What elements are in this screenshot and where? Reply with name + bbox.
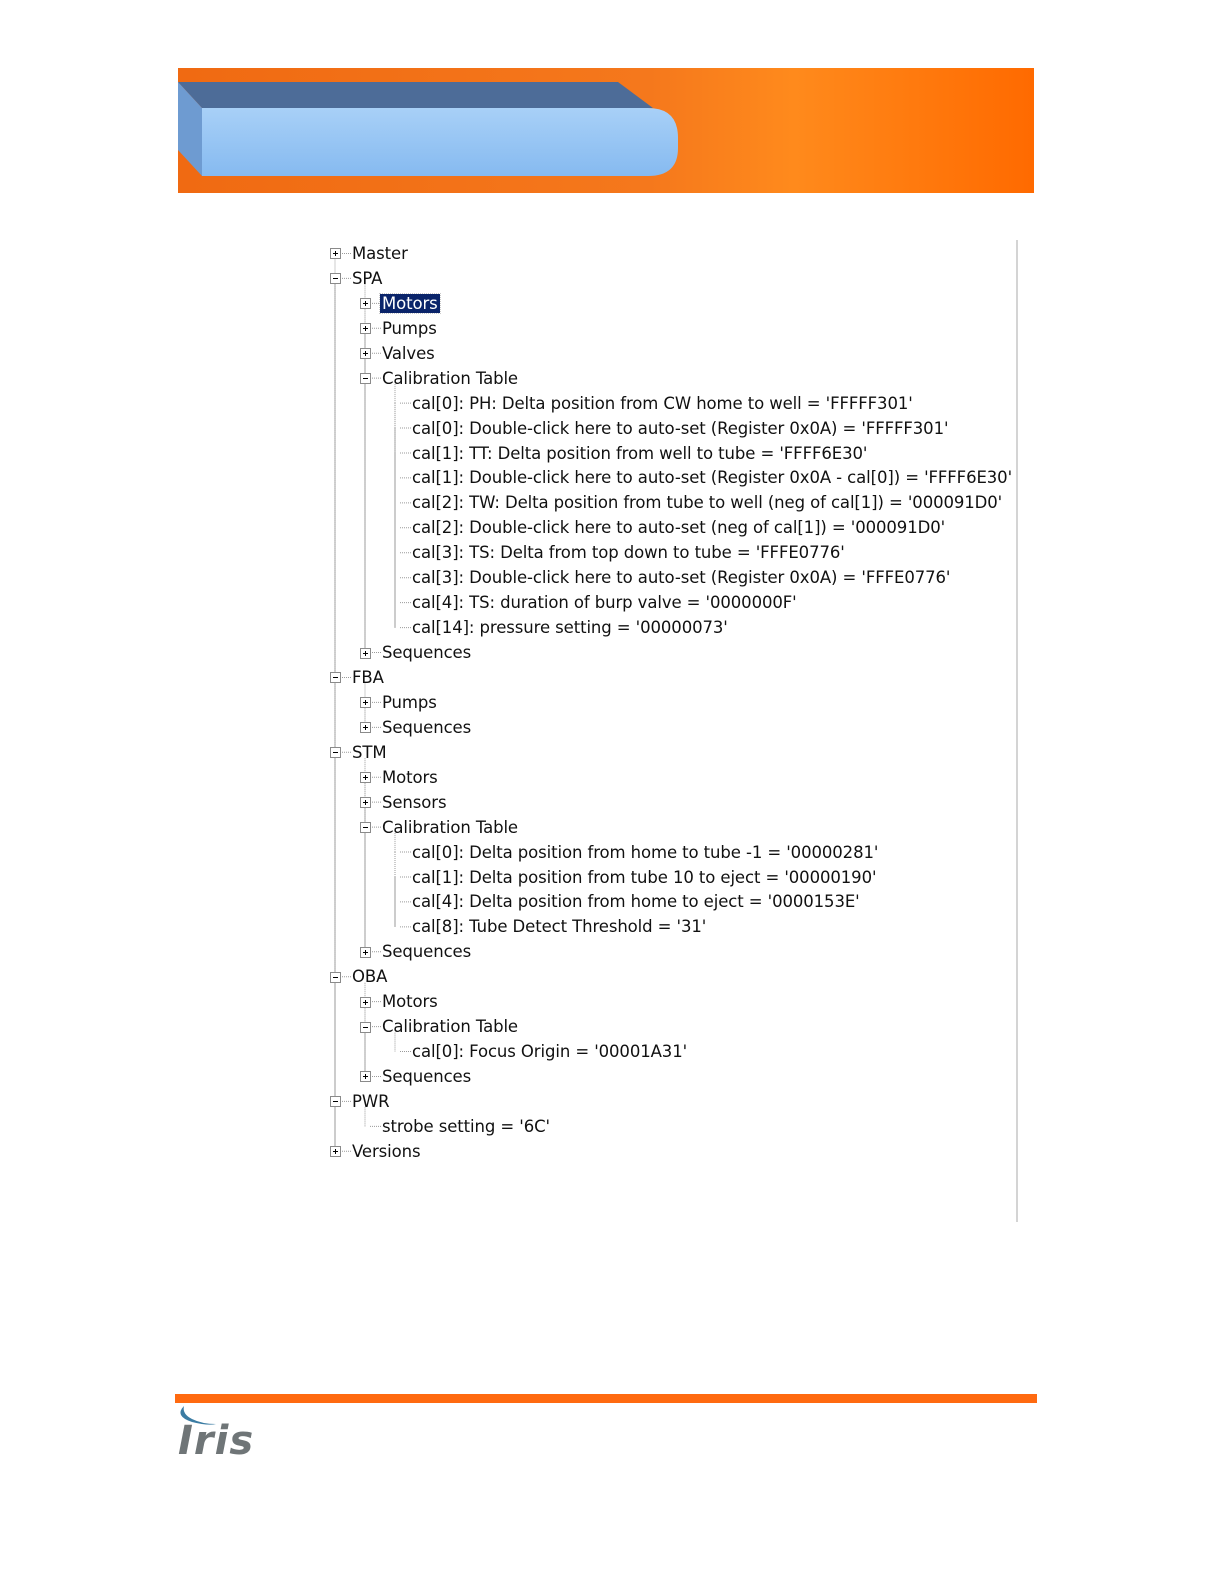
collapse-icon[interactable]	[360, 1022, 371, 1033]
tree-node[interactable]	[350, 740, 389, 765]
tree-node[interactable]	[380, 316, 439, 341]
expand-icon[interactable]	[330, 1146, 341, 1157]
tree-node-label[interactable]: cal[4]: Delta position from home to eject = '0000153E'	[412, 892, 860, 912]
tree-node[interactable]	[350, 1139, 422, 1164]
tree-node-label[interactable]: Valves	[382, 343, 435, 363]
tree-node-label[interactable]: OBA	[352, 967, 388, 987]
tree-node-label[interactable]: Calibration Table	[382, 1017, 518, 1037]
tree-node-label[interactable]: strobe setting = '6C'	[382, 1116, 550, 1136]
tree-node[interactable]	[350, 266, 384, 291]
tree-node[interactable]	[410, 914, 708, 939]
tree-node-label[interactable]: cal[0]: Delta position from home to tube -1 = '00000281'	[412, 842, 879, 862]
collapse-icon[interactable]	[330, 273, 341, 284]
tree-node[interactable]	[410, 565, 952, 590]
tree-node-label[interactable]: cal[1]: TT: Delta position from well to tube = 'FFFF6E30'	[412, 443, 868, 463]
tree-node-label[interactable]: cal[3]: TS: Delta from top down to tube = 'FFFE0776'	[412, 543, 845, 563]
tree-node[interactable]	[380, 341, 437, 366]
tree-node-label[interactable]: Pumps	[382, 692, 437, 712]
tree-node[interactable]	[380, 1014, 520, 1039]
tree-node[interactable]	[380, 1064, 473, 1089]
tree-node[interactable]	[380, 366, 520, 391]
tree-node-label[interactable]: cal[1]: Delta position from tube 10 to eject = '00000190'	[412, 867, 877, 887]
tree-node-label[interactable]: FBA	[352, 667, 384, 687]
tree-node-label[interactable]: cal[2]: Double-click here to auto-set (neg of cal[1]) = '000091D0'	[412, 518, 946, 538]
tree-node[interactable]	[380, 640, 473, 665]
tree-node[interactable]	[410, 465, 1014, 490]
tree-node[interactable]	[380, 1114, 552, 1139]
iris-logo	[172, 1402, 262, 1472]
collapse-icon[interactable]	[360, 822, 371, 833]
tree-node[interactable]	[410, 840, 880, 865]
tree-node-label[interactable]: SPA	[352, 268, 383, 288]
expand-icon[interactable]	[360, 947, 371, 958]
collapse-icon[interactable]	[330, 672, 341, 683]
expand-icon[interactable]	[360, 298, 371, 309]
expand-icon[interactable]	[360, 722, 371, 733]
tab-face	[202, 108, 678, 176]
tree-node[interactable]	[410, 590, 799, 615]
header-banner	[178, 68, 1034, 193]
tree-node-label[interactable]: Sequences	[382, 717, 472, 737]
tree-node-label[interactable]: Sequences	[382, 643, 472, 663]
tree-node[interactable]	[410, 540, 847, 565]
tree-node-label[interactable]: cal[0]: Double-click here to auto-set (Register 0x0A) = 'FFFFF301'	[412, 418, 949, 438]
tree-node-label[interactable]: Motors	[382, 293, 438, 313]
tree-node[interactable]	[380, 790, 448, 815]
tree-node[interactable]	[350, 665, 386, 690]
tree-node-label[interactable]: cal[3]: Double-click here to auto-set (Register 0x0A) = 'FFFE0776'	[412, 568, 951, 588]
tree-node-label[interactable]: cal[0]: Focus Origin = '00001A31'	[412, 1042, 688, 1062]
tree-node[interactable]	[410, 615, 730, 640]
tree-node[interactable]	[380, 690, 439, 715]
expand-icon[interactable]	[360, 348, 371, 359]
tree-node[interactable]	[410, 889, 862, 914]
tree-view	[326, 240, 1018, 1222]
expand-icon[interactable]	[360, 1071, 371, 1082]
collapse-icon[interactable]	[360, 373, 371, 384]
expand-icon[interactable]	[330, 248, 341, 259]
expand-icon[interactable]	[360, 772, 371, 783]
tree-node-label[interactable]: Sequences	[382, 942, 472, 962]
tree-node[interactable]	[380, 715, 473, 740]
collapse-icon[interactable]	[330, 1096, 341, 1107]
tree-node-label[interactable]: STM	[352, 742, 387, 762]
tree-node-label[interactable]: cal[2]: TW: Delta position from tube to well (neg of cal[1]) = '000091D0'	[412, 493, 1003, 513]
tree-node[interactable]	[350, 1089, 391, 1114]
tree-node[interactable]	[410, 441, 869, 466]
tree-node-label[interactable]: Sensors	[382, 792, 447, 812]
tree-node-label[interactable]: cal[8]: Tube Detect Threshold = '31'	[412, 917, 707, 937]
expand-icon[interactable]	[360, 697, 371, 708]
tab-top-bevel	[178, 82, 653, 108]
logo-text: Iris	[178, 1418, 255, 1464]
tree-node[interactable]	[410, 416, 950, 441]
expand-icon[interactable]	[360, 323, 371, 334]
tree-node-label[interactable]: cal[1]: Double-click here to auto-set (Register 0x0A - cal[0]) = 'FFFF6E30'	[412, 468, 1013, 488]
tree-node-label[interactable]: Pumps	[382, 318, 437, 338]
tree-node[interactable]	[410, 391, 915, 416]
tree-node-label[interactable]: cal[0]: PH: Delta position from CW home to well = 'FFFFF301'	[412, 393, 913, 413]
tree-node-label[interactable]: cal[14]: pressure setting = '00000073'	[412, 618, 728, 638]
header-tab-graphic	[178, 68, 1034, 193]
tree-node-label[interactable]: Motors	[382, 992, 438, 1012]
tree-node-label[interactable]: Master	[352, 244, 408, 263]
tree-node-label[interactable]: cal[4]: TS: duration of burp valve = '0000000F'	[412, 593, 797, 613]
tree-node[interactable]	[380, 291, 440, 316]
collapse-icon[interactable]	[330, 972, 341, 983]
tree-node-label[interactable]: Versions	[352, 1141, 421, 1161]
tree-node-label[interactable]: PWR	[352, 1091, 390, 1111]
tree-node-label[interactable]: Calibration Table	[382, 368, 518, 388]
tree-node[interactable]	[410, 490, 1004, 515]
tree-node[interactable]	[380, 939, 473, 964]
footer-bar	[175, 1394, 1037, 1403]
tree-node[interactable]	[410, 515, 947, 540]
tree-node[interactable]	[350, 241, 410, 266]
tree-node-label[interactable]: Sequences	[382, 1067, 472, 1087]
tree-node-label[interactable]: Calibration Table	[382, 817, 518, 837]
tree-node[interactable]	[410, 865, 878, 890]
tree-node[interactable]	[380, 815, 520, 840]
expand-icon[interactable]	[360, 997, 371, 1008]
tree-node-label[interactable]: Motors	[382, 767, 438, 787]
collapse-icon[interactable]	[330, 747, 341, 758]
expand-icon[interactable]	[360, 797, 371, 808]
tree-node[interactable]	[410, 1039, 689, 1064]
expand-icon[interactable]	[360, 648, 371, 659]
tree-node[interactable]	[350, 964, 389, 989]
tree-node[interactable]	[380, 989, 440, 1014]
tree-node[interactable]	[380, 765, 440, 790]
